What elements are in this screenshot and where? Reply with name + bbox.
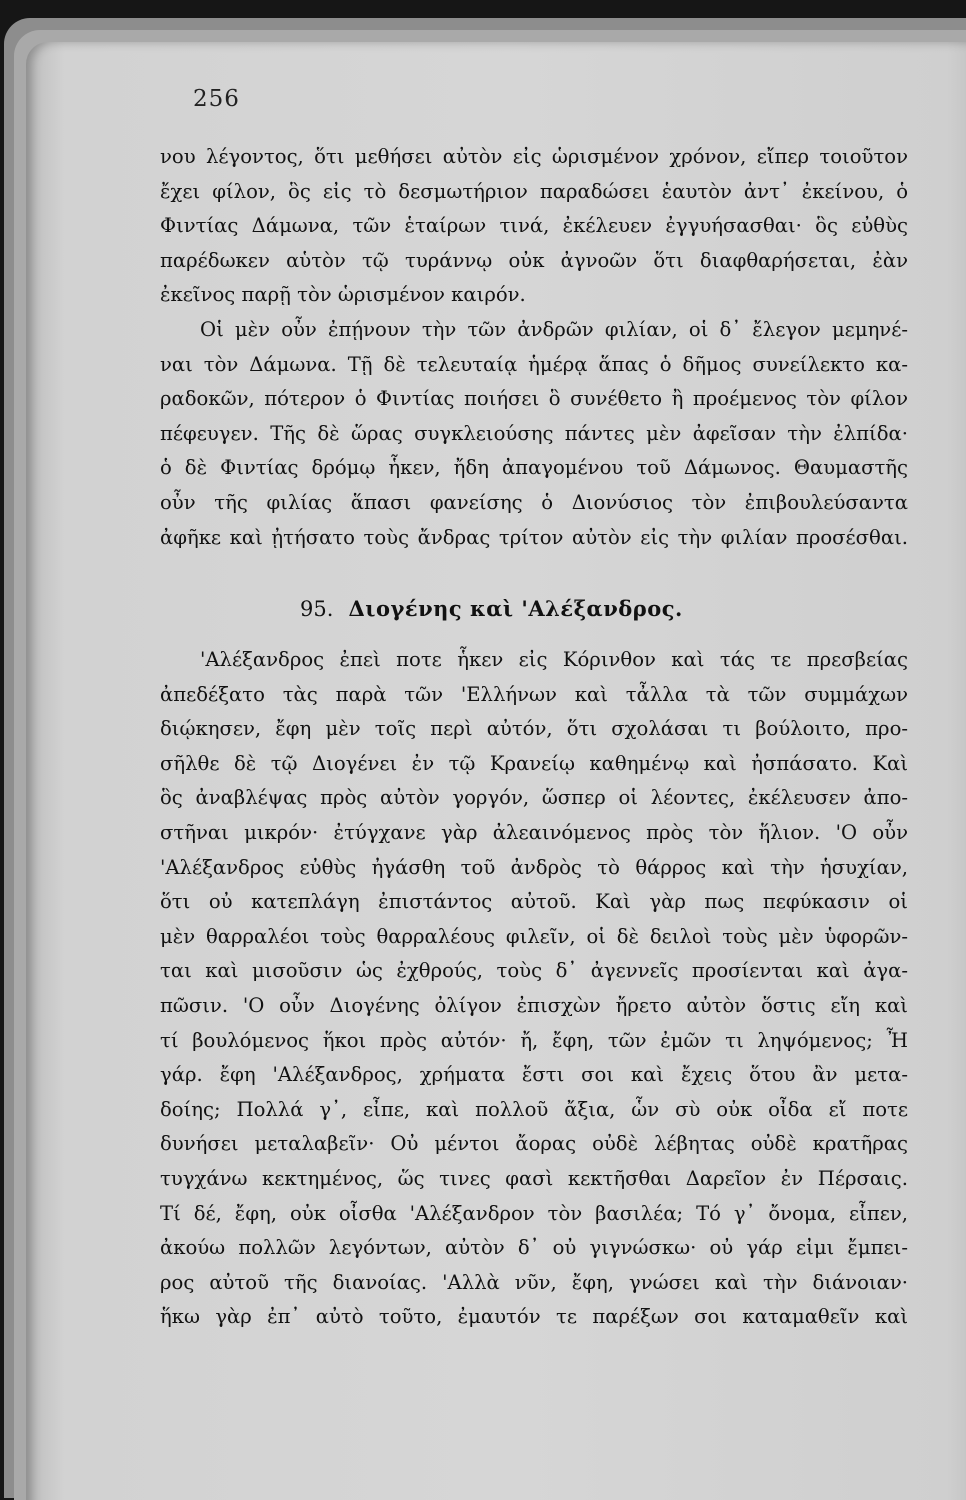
text-line: πέφευγεν. Τῆς δὲ ὥρας συγκλειούσης πάντες μὲν ἀφεῖσαν τὴν ἐλπίδα·	[160, 421, 908, 445]
text-line: παρέδωκεν αὑτὸν τῷ τυράννῳ οὐκ ἀγνοῶν ὅτι διαφθαρήσεται, ἐὰν	[160, 248, 908, 272]
text-line: 'Αλέξανδρος ἐπεὶ ποτε ἧκεν εἰς Κόρινθον καὶ τάς τε πρεσβείας	[200, 648, 908, 671]
text-line: ὁ δὲ Φιντίας δρόμῳ ἧκεν, ἤδη ἀπαγομένου τοῦ Δάμωνος. Θαυμαστῆς	[160, 456, 908, 480]
text-line: τί βουλόμενος ἥκοι πρὸς αὐτόν· ἤ, ἔφη, τῶν ἐμῶν τι ληψόμενος; Ἦ	[160, 1028, 908, 1052]
text-line: ἀπεδέξατο τὰς παρὰ τῶν 'Ελλήνων καὶ τἆλλα τὰ τῶν συμμάχων	[160, 682, 908, 706]
text-line: ἐκεῖνος παρῇ τὸν ὡρισμένον καιρόν.	[160, 283, 526, 307]
text-line: διῴκησεν, ἔφη μὲν τοῖς περὶ αὐτόν, ὅτι σχολάσαι τι βούλοιτο, προ-	[160, 717, 908, 741]
text-line: γάρ. ἔφη 'Αλέξανδρος, χρήματα ἔστι σοι καὶ ἔχεις ὅτου ἂν μετα-	[160, 1063, 908, 1087]
text-line: ρος αὐτοῦ τῆς διανοίας. 'Αλλὰ νῦν, ἔφη, γνώσει καὶ τὴν διάνοιαν·	[160, 1270, 908, 1294]
section-title: Διογένης καὶ 'Αλέξανδρος.	[348, 596, 683, 621]
text-line: δοίης; Πολλά γ᾽, εἶπε, καὶ πολλοῦ ἄξια, ὧν σὺ οὐκ οἶδα εἴ ποτε	[160, 1097, 908, 1121]
section-heading	[300, 596, 780, 621]
text-line: ραδοκῶν, πότερον ὁ Φιντίας ποιήσει ὃ συνέθετο ἢ προέμενος τὸν φίλον	[160, 387, 908, 411]
text-line: Οἱ μὲν οὖν ἐπῄνουν τὴν τῶν ἀνδρῶν φιλίαν, οἱ δ᾽ ἔλεγον μεμηνέ-	[200, 317, 908, 341]
text-line: ται καὶ μισοῦσιν ὡς ἐχθρούς, τοὺς δ᾽ ἀγεννεῖς προσίενται καὶ ἀγα-	[160, 959, 908, 983]
story-95-body	[160, 643, 908, 1335]
text-line: ἀφῆκε καὶ ᾐτήσατο τοὺς ἄνδρας τρίτον αὐτὸν εἰς τὴν φιλίαν προσέσθαι.	[160, 525, 908, 549]
text-line: 'Αλέξανδρος εὐθὺς ἠγάσθη τοῦ ἀνδρὸς τὸ θάρρος καὶ τὴν ἡσυχίαν,	[160, 855, 908, 879]
text-line: τυγχάνω κεκτημένος, ὥς τινες φασὶ κεκτῆσθαι Δαρεῖον ἐν Πέρσαις.	[160, 1166, 908, 1190]
section-number: 95.	[300, 597, 334, 621]
page-number: 256	[193, 86, 240, 112]
text-line: ἀκούω πολλῶν λεγόντων, αὐτὸν δ᾽ οὐ γιγνώσκω· οὐ γάρ εἰμι ἔμπει-	[160, 1236, 908, 1260]
text-line: νου λέγοντος, ὅτι μεθήσει αὐτὸν εἰς ὡρισμένον χρόνον, εἴπερ τοιοῦτον	[160, 145, 908, 168]
text-line: ναι τὸν Δάμωνα. Τῇ δὲ τελευταίᾳ ἡμέρᾳ ἅπας ὁ δῆμος συνείλεκτο κα-	[160, 352, 908, 376]
text-line: ὅτι οὐ κατεπλάγη ἐπιστάντος αὐτοῦ. Καὶ γὰρ πως πεφύκασιν οἱ	[160, 890, 908, 914]
text-line: Τί δέ, ἔφη, οὐκ οἶσθα 'Αλέξανδρον τὸν βασιλέα; Τό γ᾽ ὄνομα, εἶπεν,	[160, 1201, 908, 1225]
text-line: δυνήσει μεταλαβεῖν· Οὐ μέντοι ἄορας οὐδὲ λέβητας οὐδὲ κρατῆρας	[160, 1132, 908, 1156]
text-line: ὃς ἀναβλέψας πρὸς αὐτὸν γοργόν, ὥσπερ οἱ λέοντες, ἐκέλευσεν ἀπο-	[160, 786, 908, 810]
story-94-ending	[160, 140, 908, 555]
text-line: πῶσιν. 'Ο οὖν Διογένης ὀλίγον ἐπισχὼν ἤρετο αὐτὸν ὅστις εἴη καὶ	[160, 993, 908, 1017]
text-line: μὲν θαρραλέοι τοὺς θαρραλέους φιλεῖν, οἱ δὲ δειλοὶ τοὺς μὲν ὑφορῶν-	[160, 924, 908, 948]
text-line: οὖν τῆς φιλίας ἅπασι φανείσης ὁ Διονύσιος τὸν ἐπιβουλεύσαντα	[160, 490, 908, 514]
text-line: ἥκω γὰρ ἐπ᾽ αὐτὸ τοῦτο, ἐμαυτόν τε παρέξων σοι καταμαθεῖν καὶ	[160, 1305, 908, 1329]
text-line: Φιντίας Δάμωνα, τῶν ἑταίρων τινά, ἐκέλευεν ἐγγυήσασθαι· ὃς εὐθὺς	[160, 214, 908, 238]
text-line: ἔχει φίλον, ὃς εἰς τὸ δεσμωτήριον παραδώσει ἑαυτὸν ἀντ᾽ ἐκείνου, ὁ	[160, 179, 908, 203]
text-line: σῆλθε δὲ τῷ Διογένει ἐν τῷ Κρανείῳ καθημένῳ καὶ ἠσπάσατο. Καὶ	[160, 751, 908, 775]
text-line: στῆναι μικρόν· ἐτύγχανε γὰρ ἀλεαινόμενος πρὸς τὸν ἥλιον. 'Ο οὖν	[160, 820, 908, 844]
